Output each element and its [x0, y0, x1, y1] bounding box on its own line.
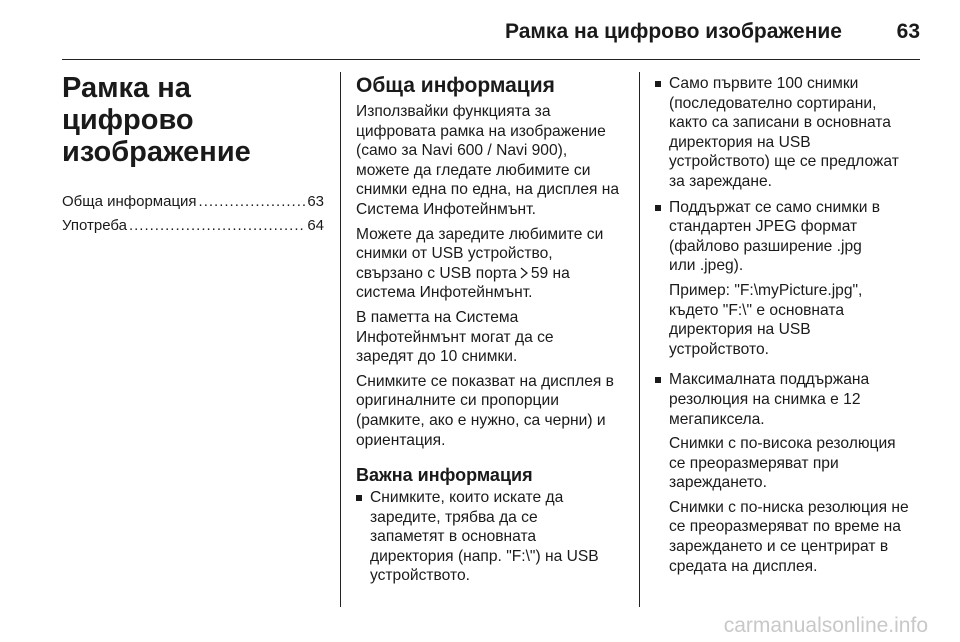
page-header-title: Рамка на цифрово изображение — [504, 20, 842, 43]
toc-leader-dots — [129, 216, 305, 236]
toc-label: Обща информация — [62, 193, 197, 210]
bullet-square-icon — [655, 377, 661, 383]
bullet-item: Максималната поддържана резолюция на снимка е 12 мегапиксела. Снимки с по-висока резолюция се преоразмеряват при зареждането. Снимки с по-ниска резолюция не се преоразмеряват по време на зареждането и се центрират в средата на дисплея. — [655, 370, 925, 581]
toc-leader-dots — [199, 192, 306, 212]
bullet-item: Поддържат се само снимки в стандартен JPEG формат (файлово разширение .jpg или .jpeg). Пример: "F:\myPicture.jpg", където "F:\" е основната директория на USB устройството. — [655, 198, 925, 365]
toc-entry-general-info[interactable] — [62, 192, 324, 216]
page-reference-arrow-icon[interactable] — [520, 264, 528, 284]
header-divider — [62, 59, 920, 60]
bullet-item: Само първите 100 снимки (последователно сортирани, както са записани в основната директория на USB устройството) ще се предложат за зареждане. — [655, 74, 925, 192]
example-paragraph: Пример: "F:\myPicture.jpg", където "F:\" е основната директория на USB устройството. — [669, 281, 863, 358]
paragraph-memory: В паметта на Система Инфотейнмънт могат да се заредят до 10 снимки. — [356, 308, 554, 366]
column-1 — [62, 72, 324, 240]
column-divider-1 — [340, 72, 341, 607]
bullet-square-icon — [356, 495, 362, 501]
watermark-text: carmanualsonline.info — [723, 614, 928, 637]
subsection-title: Важна информация — [356, 465, 533, 486]
column-divider-2 — [639, 72, 640, 607]
paragraph-usb-load: Можете да заредите любимите си снимки от USB устройство, свързано с USB порта 59 на система Инфотейнмънт. — [356, 225, 628, 303]
toc-page: 64 — [307, 217, 324, 234]
page-number: 63 — [896, 20, 920, 43]
page-reference-link[interactable]: 59 на — [530, 264, 570, 282]
toc-entry-usage[interactable] — [62, 216, 324, 240]
section-title: Обща информация — [356, 74, 555, 97]
column-3 — [655, 74, 925, 587]
paragraph-display: Снимките се показват на дисплея в оригиналните си пропорции (рамките, ако е нужно, са черни) и ориентация. — [356, 372, 614, 449]
toc-page: 63 — [307, 193, 324, 210]
toc-label: Употреба — [62, 217, 127, 234]
chapter-title: Рамка на цифрово изображение — [62, 72, 251, 168]
usb-port-reference-line: свързано с USB порта 59 на — [356, 264, 570, 282]
bullet-square-icon — [655, 81, 661, 87]
bullet-square-icon — [655, 205, 661, 211]
column-2 — [356, 74, 628, 592]
paragraph-intro: Използвайки функцията за цифровата рамка на изображение (само за Navi 600 / Navi 900), можете да гледате любимите си снимки една по една, на дисплея на Система Инфотейнмънт. — [356, 103, 620, 218]
bullet-item: Снимките, които искате да заредите, трябва да се запаметят в основната директория (напр. "F:\") на USB устройството. — [356, 488, 628, 586]
